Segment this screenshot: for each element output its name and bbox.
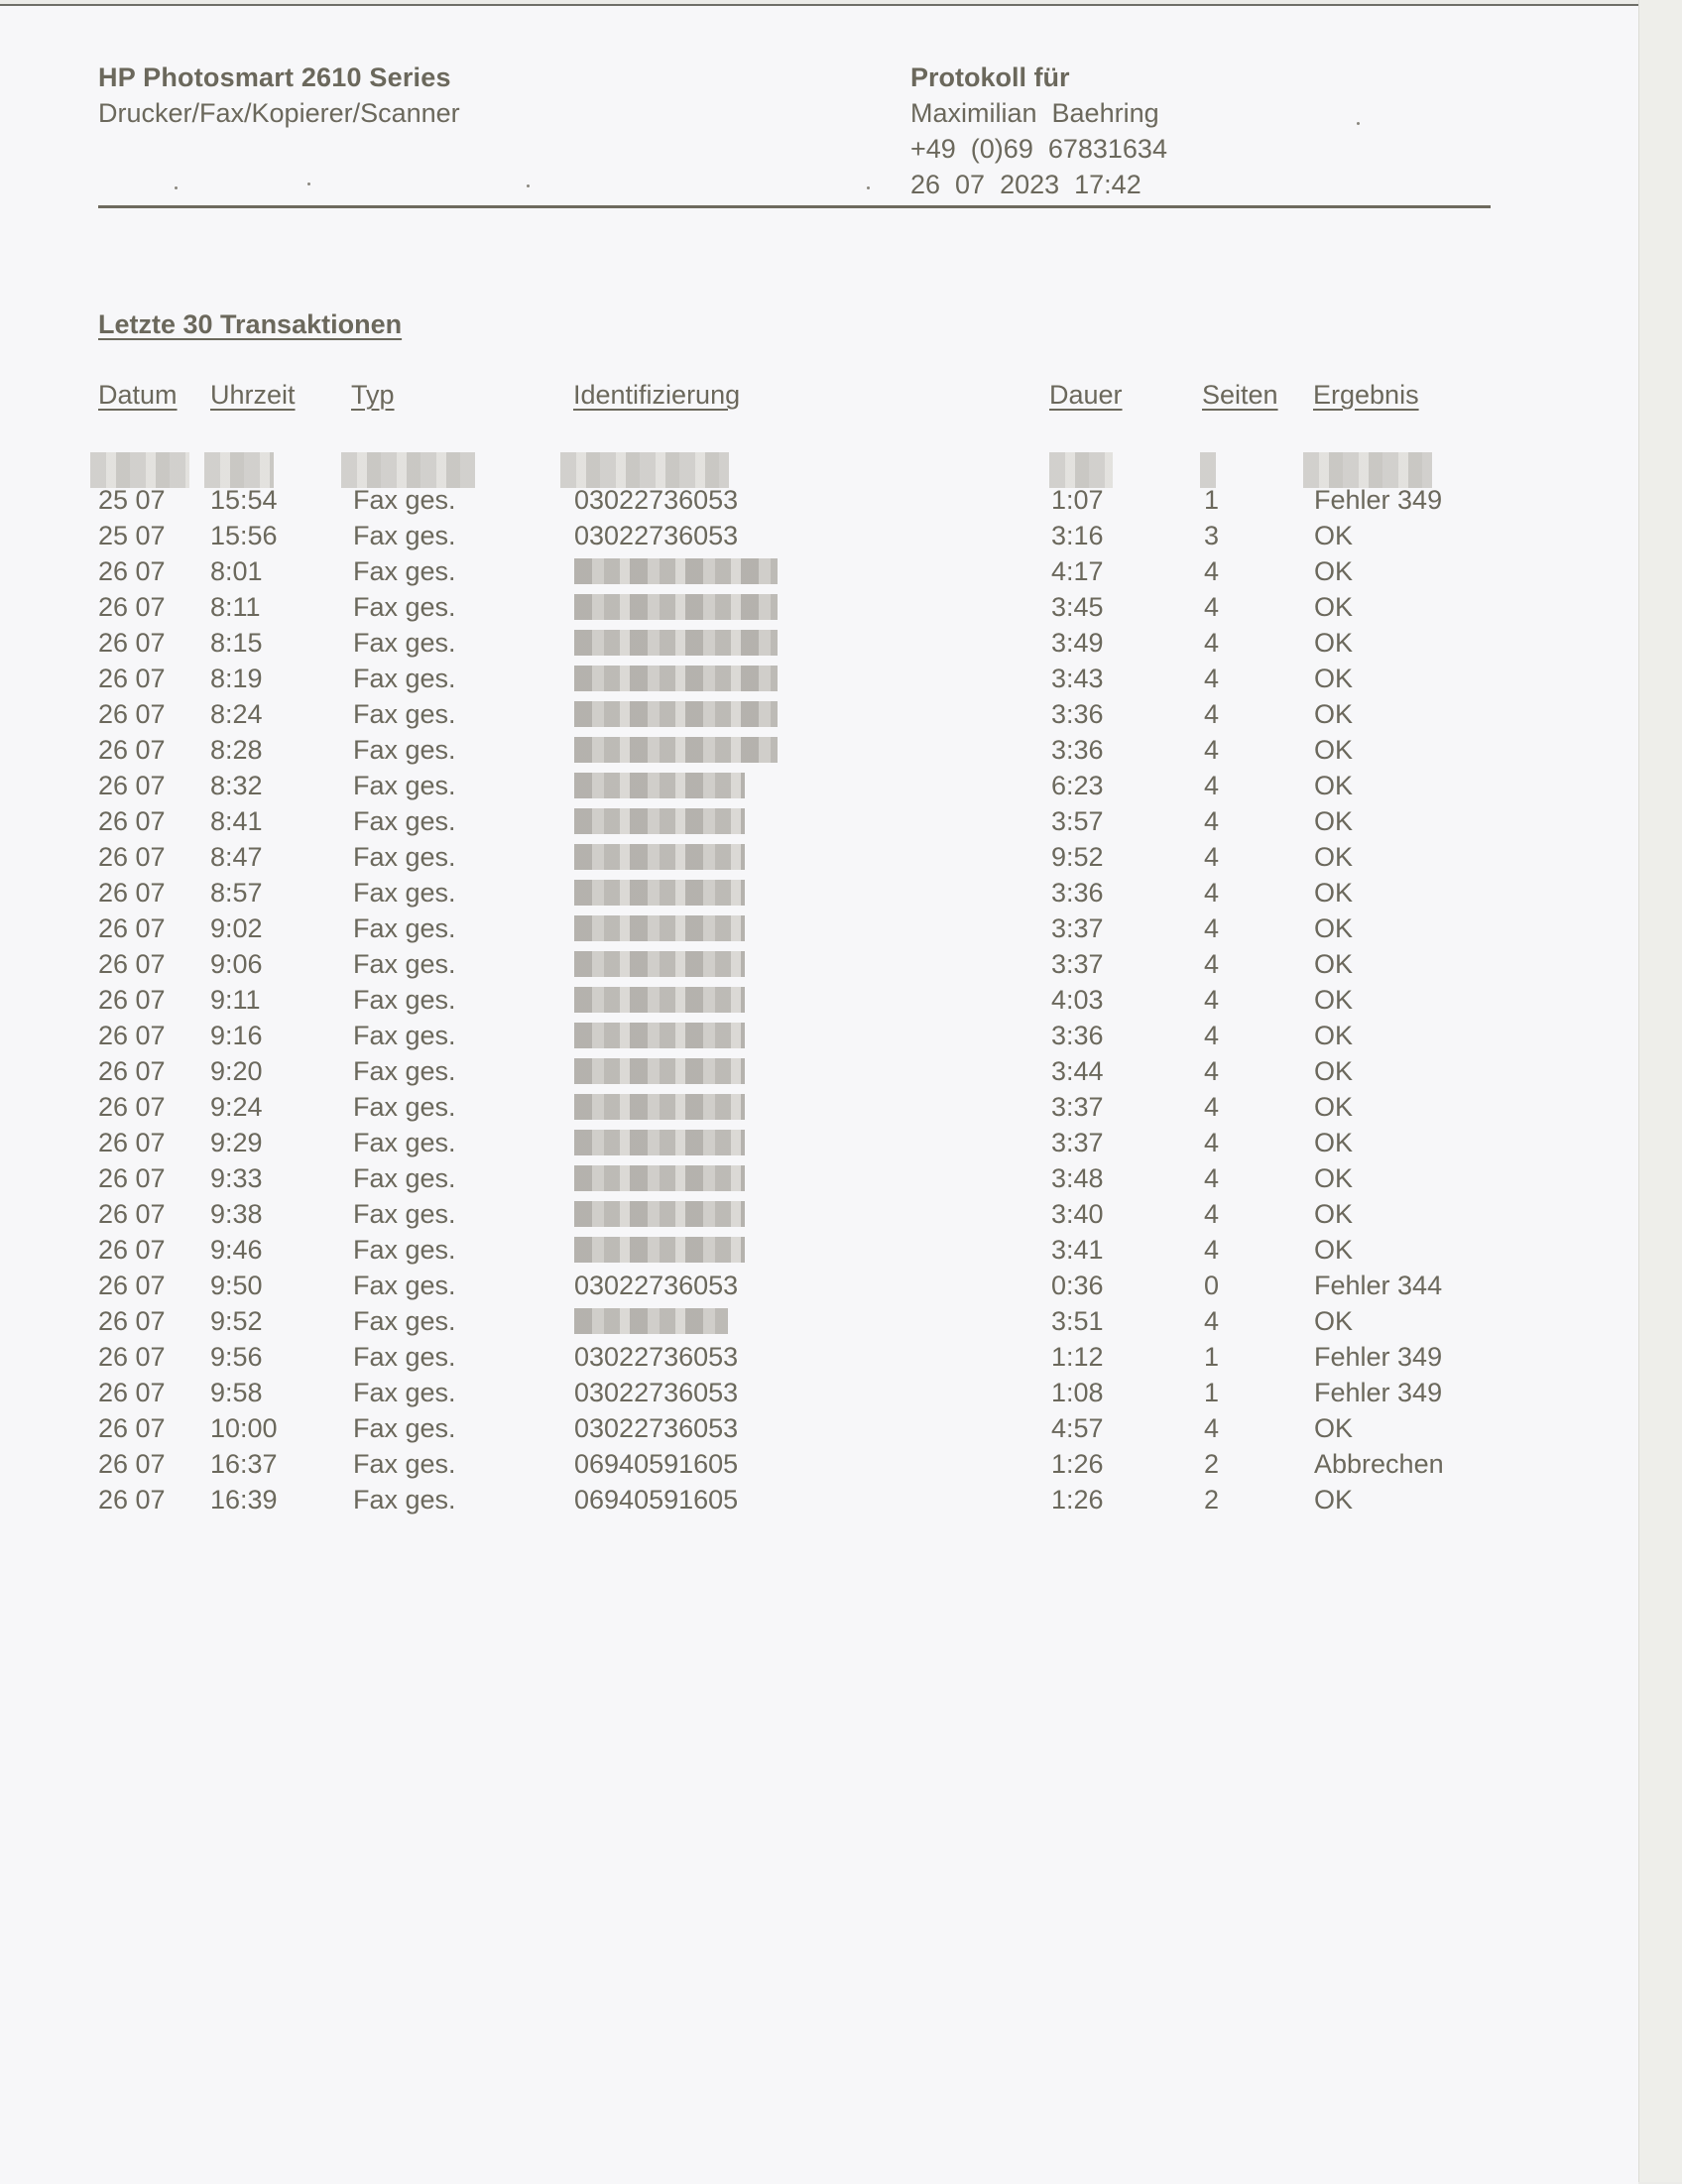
row-duration: 3:51	[1051, 1306, 1104, 1336]
device-model: HP Photosmart 2610 Series	[98, 62, 451, 92]
row-time: 8:15	[210, 628, 263, 658]
row-duration: 3:37	[1051, 1128, 1104, 1157]
row-id: 06940591605	[574, 1485, 739, 1515]
table-row	[0, 482, 1638, 518]
row-date: 26 07	[98, 771, 166, 800]
row-type: Fax ges.	[353, 628, 456, 658]
row-pages: 3	[1204, 521, 1220, 550]
row-type: Fax ges.	[353, 985, 456, 1015]
row-date: 25 07	[98, 485, 166, 515]
scan-speck	[527, 184, 530, 187]
row-result: Abbrechen	[1314, 1449, 1444, 1479]
table-row	[0, 1446, 1638, 1482]
table-row	[0, 1053, 1638, 1089]
redacted-id	[574, 661, 778, 700]
pixelated-redaction	[574, 1023, 745, 1048]
scan-speck	[867, 186, 870, 189]
row-result: OK	[1314, 1021, 1354, 1050]
table-row	[0, 1160, 1638, 1196]
row-date: 26 07	[98, 735, 166, 765]
pixelated-redaction	[574, 701, 778, 727]
row-pages: 4	[1204, 735, 1220, 765]
row-time: 9:24	[210, 1092, 263, 1122]
redacted-id	[574, 982, 745, 1022]
row-duration: 4:17	[1051, 556, 1104, 586]
row-type: Fax ges.	[353, 1342, 456, 1372]
row-type: Fax ges.	[353, 1128, 456, 1157]
paper-edge	[1638, 0, 1682, 2182]
row-pages: 4	[1204, 1199, 1220, 1229]
row-pages: 4	[1204, 1092, 1220, 1122]
pixelated-redaction	[574, 844, 745, 870]
row-id: 06940591605	[574, 1449, 739, 1479]
row-date: 26 07	[98, 628, 166, 658]
table-row	[0, 625, 1638, 661]
row-id: 03022736053	[574, 1342, 739, 1372]
row-type: Fax ges.	[353, 1378, 456, 1407]
row-date: 26 07	[98, 1378, 166, 1407]
row-duration: 0:36	[1051, 1271, 1104, 1300]
row-date: 26 07	[98, 1128, 166, 1157]
row-result: OK	[1314, 878, 1354, 908]
row-result: OK	[1314, 1163, 1354, 1193]
row-date: 26 07	[98, 1342, 166, 1372]
row-duration: 1:26	[1051, 1449, 1104, 1479]
row-time: 8:11	[210, 592, 261, 622]
redacted-id	[574, 910, 745, 950]
table-row	[0, 661, 1638, 696]
row-result: OK	[1314, 806, 1354, 836]
row-time: 9:38	[210, 1199, 263, 1229]
redacted-id	[574, 589, 778, 629]
table-row	[0, 518, 1638, 553]
row-date: 26 07	[98, 1306, 166, 1336]
row-type: Fax ges.	[353, 664, 456, 693]
row-pages: 1	[1204, 485, 1220, 515]
row-date: 26 07	[98, 664, 166, 693]
row-duration: 3:36	[1051, 699, 1104, 729]
table-row	[0, 1125, 1638, 1160]
row-result: OK	[1314, 592, 1354, 622]
row-time: 9:58	[210, 1378, 263, 1407]
row-time: 10:00	[210, 1413, 278, 1443]
column-header-duration: Dauer	[1049, 380, 1123, 410]
column-header-time: Uhrzeit	[210, 380, 296, 410]
row-result: OK	[1314, 949, 1354, 979]
table-row	[0, 1232, 1638, 1268]
column-header-id: Identifizierung	[573, 380, 741, 410]
row-duration: 9:52	[1051, 842, 1104, 872]
row-duration: 3:45	[1051, 592, 1104, 622]
row-type: Fax ges.	[353, 592, 456, 622]
row-result: OK	[1314, 556, 1354, 586]
row-result: OK	[1314, 521, 1354, 550]
row-pages: 4	[1204, 842, 1220, 872]
row-result: OK	[1314, 1235, 1354, 1265]
table-row	[0, 803, 1638, 839]
row-pages: 4	[1204, 664, 1220, 693]
protocol-title: Protokoll für	[910, 62, 1070, 92]
scan-speck	[175, 186, 178, 189]
column-header-pages: Seiten	[1202, 380, 1278, 410]
protocol-header	[910, 60, 1167, 202]
table-row	[0, 1482, 1638, 1517]
row-time: 15:54	[210, 485, 278, 515]
pixelated-redaction	[574, 1058, 745, 1084]
row-duration: 3:36	[1051, 735, 1104, 765]
table-row	[0, 1375, 1638, 1410]
row-result: OK	[1314, 842, 1354, 872]
owner-phone: +49 (0)69 67831634	[910, 134, 1167, 164]
row-type: Fax ges.	[353, 1163, 456, 1193]
row-date: 26 07	[98, 1235, 166, 1265]
pixelated-redaction	[574, 666, 778, 691]
redacted-id	[574, 1160, 745, 1200]
row-date: 26 07	[98, 1413, 166, 1443]
row-id: 03022736053	[574, 1378, 739, 1407]
row-pages: 4	[1204, 1128, 1220, 1157]
redacted-id	[574, 553, 778, 593]
row-type: Fax ges.	[353, 699, 456, 729]
row-date: 26 07	[98, 1199, 166, 1229]
row-type: Fax ges.	[353, 949, 456, 979]
row-date: 26 07	[98, 1449, 166, 1479]
device-type: Drucker/Fax/Kopierer/Scanner	[98, 98, 460, 128]
row-duration: 4:03	[1051, 985, 1104, 1015]
redacted-id	[574, 1053, 745, 1093]
row-id: 03022736053	[574, 485, 739, 515]
row-type: Fax ges.	[353, 1056, 456, 1086]
row-type: Fax ges.	[353, 771, 456, 800]
row-type: Fax ges.	[353, 1485, 456, 1515]
row-time: 9:11	[210, 985, 261, 1015]
row-duration: 6:23	[1051, 771, 1104, 800]
row-result: OK	[1314, 1056, 1354, 1086]
row-result: OK	[1314, 735, 1354, 765]
row-pages: 4	[1204, 949, 1220, 979]
row-pages: 1	[1204, 1378, 1220, 1407]
table-row	[0, 910, 1638, 946]
row-duration: 1:07	[1051, 485, 1104, 515]
redacted-id	[574, 1232, 745, 1272]
row-type: Fax ges.	[353, 556, 456, 586]
row-type: Fax ges.	[353, 1413, 456, 1443]
redacted-id	[574, 839, 745, 879]
row-time: 9:29	[210, 1128, 263, 1157]
row-duration: 3:40	[1051, 1199, 1104, 1229]
row-result: Fehler 349	[1314, 485, 1443, 515]
row-pages: 4	[1204, 1413, 1220, 1443]
pixelated-redaction	[574, 630, 778, 656]
pixelated-redaction	[574, 1130, 745, 1155]
redacted-id	[574, 875, 745, 914]
scan-speck	[1357, 122, 1360, 125]
row-pages: 4	[1204, 913, 1220, 943]
row-pages: 4	[1204, 985, 1220, 1015]
redacted-id	[574, 1125, 745, 1164]
row-time: 9:50	[210, 1271, 263, 1300]
row-pages: 0	[1204, 1271, 1220, 1300]
table-row	[0, 732, 1638, 768]
row-pages: 4	[1204, 1021, 1220, 1050]
row-date: 26 07	[98, 913, 166, 943]
row-type: Fax ges.	[353, 878, 456, 908]
row-date: 26 07	[98, 1056, 166, 1086]
row-time: 8:24	[210, 699, 263, 729]
row-id: 03022736053	[574, 1413, 739, 1443]
column-header-result: Ergebnis	[1313, 380, 1419, 410]
row-date: 26 07	[98, 1485, 166, 1515]
row-time: 8:01	[210, 556, 263, 586]
row-duration: 1:12	[1051, 1342, 1104, 1372]
table-row	[0, 1196, 1638, 1232]
row-time: 9:02	[210, 913, 263, 943]
redacted-id	[574, 625, 778, 665]
row-result: Fehler 349	[1314, 1378, 1443, 1407]
row-duration: 3:36	[1051, 878, 1104, 908]
row-time: 9:06	[210, 949, 263, 979]
row-time: 8:19	[210, 664, 263, 693]
pixelated-redaction	[574, 773, 745, 798]
table-row	[0, 1339, 1638, 1375]
pixelated-redaction	[574, 987, 745, 1013]
table-row	[0, 553, 1638, 589]
row-pages: 4	[1204, 1163, 1220, 1193]
row-result: OK	[1314, 1199, 1354, 1229]
row-type: Fax ges.	[353, 1235, 456, 1265]
section-title: Letzte 30 Transaktionen	[98, 309, 403, 339]
row-date: 26 07	[98, 592, 166, 622]
device-header	[98, 60, 460, 131]
row-duration: 3:49	[1051, 628, 1104, 658]
row-duration: 3:48	[1051, 1163, 1104, 1193]
row-duration: 3:37	[1051, 913, 1104, 943]
row-time: 9:20	[210, 1056, 263, 1086]
table-row	[0, 1410, 1638, 1446]
row-type: Fax ges.	[353, 735, 456, 765]
row-time: 8:28	[210, 735, 263, 765]
row-type: Fax ges.	[353, 1449, 456, 1479]
pixelated-redaction	[574, 1094, 745, 1120]
row-type: Fax ges.	[353, 913, 456, 943]
row-date: 26 07	[98, 1021, 166, 1050]
row-pages: 2	[1204, 1485, 1220, 1515]
row-result: OK	[1314, 699, 1354, 729]
row-duration: 3:44	[1051, 1056, 1104, 1086]
column-header-date: Datum	[98, 380, 178, 410]
row-duration: 3:41	[1051, 1235, 1104, 1265]
pixelated-redaction	[574, 737, 778, 763]
row-time: 9:33	[210, 1163, 263, 1193]
row-pages: 4	[1204, 878, 1220, 908]
row-result: OK	[1314, 985, 1354, 1015]
row-result: OK	[1314, 1306, 1354, 1336]
row-type: Fax ges.	[353, 485, 456, 515]
row-date: 26 07	[98, 985, 166, 1015]
row-time: 9:46	[210, 1235, 263, 1265]
row-pages: 4	[1204, 699, 1220, 729]
scan-speck	[307, 182, 310, 185]
pixelated-redaction	[574, 558, 778, 584]
row-time: 9:16	[210, 1021, 263, 1050]
row-duration: 3:57	[1051, 806, 1104, 836]
row-type: Fax ges.	[353, 1271, 456, 1300]
row-duration: 3:43	[1051, 664, 1104, 693]
pixelated-redaction	[574, 594, 778, 620]
row-pages: 4	[1204, 1306, 1220, 1336]
row-pages: 4	[1204, 556, 1220, 586]
table-row	[0, 839, 1638, 875]
row-time: 8:47	[210, 842, 263, 872]
pixelated-redaction	[574, 1308, 728, 1334]
row-pages: 4	[1204, 628, 1220, 658]
row-result: Fehler 349	[1314, 1342, 1443, 1372]
redacted-id	[574, 1089, 745, 1129]
row-date: 26 07	[98, 1092, 166, 1122]
row-pages: 1	[1204, 1342, 1220, 1372]
pixelated-redaction	[574, 808, 745, 834]
row-date: 26 07	[98, 842, 166, 872]
row-time: 16:39	[210, 1485, 278, 1515]
redacted-id	[574, 1303, 728, 1343]
table-row	[0, 589, 1638, 625]
redacted-id	[574, 803, 745, 843]
row-type: Fax ges.	[353, 842, 456, 872]
row-time: 8:32	[210, 771, 263, 800]
row-result: OK	[1314, 664, 1354, 693]
table-row	[0, 1089, 1638, 1125]
row-time: 8:41	[210, 806, 263, 836]
report-datetime: 26 07 2023 17:42	[910, 170, 1141, 199]
row-duration: 3:16	[1051, 521, 1104, 550]
row-date: 26 07	[98, 1163, 166, 1193]
owner-name: Maximilian Baehring	[910, 98, 1159, 128]
row-date: 26 07	[98, 878, 166, 908]
row-pages: 4	[1204, 1235, 1220, 1265]
table-row	[0, 982, 1638, 1018]
row-duration: 3:37	[1051, 949, 1104, 979]
column-header-type: Typ	[351, 380, 395, 410]
table-row	[0, 946, 1638, 982]
row-type: Fax ges.	[353, 521, 456, 550]
pixelated-redaction	[574, 915, 745, 941]
row-time: 15:56	[210, 521, 278, 550]
table-row	[0, 1303, 1638, 1339]
row-result: OK	[1314, 771, 1354, 800]
row-date: 26 07	[98, 699, 166, 729]
row-pages: 4	[1204, 806, 1220, 836]
fax-report-page	[0, 4, 1638, 2184]
row-pages: 4	[1204, 771, 1220, 800]
redacted-id	[574, 946, 745, 986]
row-id: 03022736053	[574, 521, 739, 550]
row-type: Fax ges.	[353, 806, 456, 836]
redacted-id	[574, 696, 778, 736]
row-result: OK	[1314, 1092, 1354, 1122]
table-row	[0, 1018, 1638, 1053]
redacted-id	[574, 1018, 745, 1057]
row-result: OK	[1314, 1128, 1354, 1157]
redacted-id	[574, 732, 778, 772]
pixelated-redaction	[574, 1165, 745, 1191]
row-result: OK	[1314, 913, 1354, 943]
redacted-id	[574, 768, 745, 807]
row-id: 03022736053	[574, 1271, 739, 1300]
row-date: 26 07	[98, 949, 166, 979]
row-type: Fax ges.	[353, 1021, 456, 1050]
row-type: Fax ges.	[353, 1092, 456, 1122]
table-row	[0, 696, 1638, 732]
pixelated-redaction	[574, 1237, 745, 1263]
pixelated-redaction	[574, 951, 745, 977]
row-duration: 3:37	[1051, 1092, 1104, 1122]
table-row	[0, 1268, 1638, 1303]
header-divider	[98, 205, 1491, 208]
row-duration: 3:36	[1051, 1021, 1104, 1050]
row-duration: 4:57	[1051, 1413, 1104, 1443]
table-row	[0, 768, 1638, 803]
row-duration: 1:08	[1051, 1378, 1104, 1407]
pixelated-redaction	[574, 1201, 745, 1227]
row-pages: 4	[1204, 592, 1220, 622]
row-date: 25 07	[98, 521, 166, 550]
redacted-id	[574, 1196, 745, 1236]
table-row	[0, 875, 1638, 910]
row-result: OK	[1314, 1485, 1354, 1515]
row-pages: 2	[1204, 1449, 1220, 1479]
row-duration: 1:26	[1051, 1485, 1104, 1515]
pixelated-redaction	[574, 880, 745, 906]
row-time: 9:52	[210, 1306, 263, 1336]
row-result: OK	[1314, 1413, 1354, 1443]
row-date: 26 07	[98, 806, 166, 836]
row-date: 26 07	[98, 1271, 166, 1300]
row-pages: 4	[1204, 1056, 1220, 1086]
transactions-table	[0, 482, 1638, 1517]
row-time: 8:57	[210, 878, 263, 908]
row-date: 26 07	[98, 556, 166, 586]
row-result: Fehler 344	[1314, 1271, 1443, 1300]
row-result: OK	[1314, 628, 1354, 658]
row-time: 9:56	[210, 1342, 263, 1372]
row-type: Fax ges.	[353, 1199, 456, 1229]
row-time: 16:37	[210, 1449, 278, 1479]
row-type: Fax ges.	[353, 1306, 456, 1336]
